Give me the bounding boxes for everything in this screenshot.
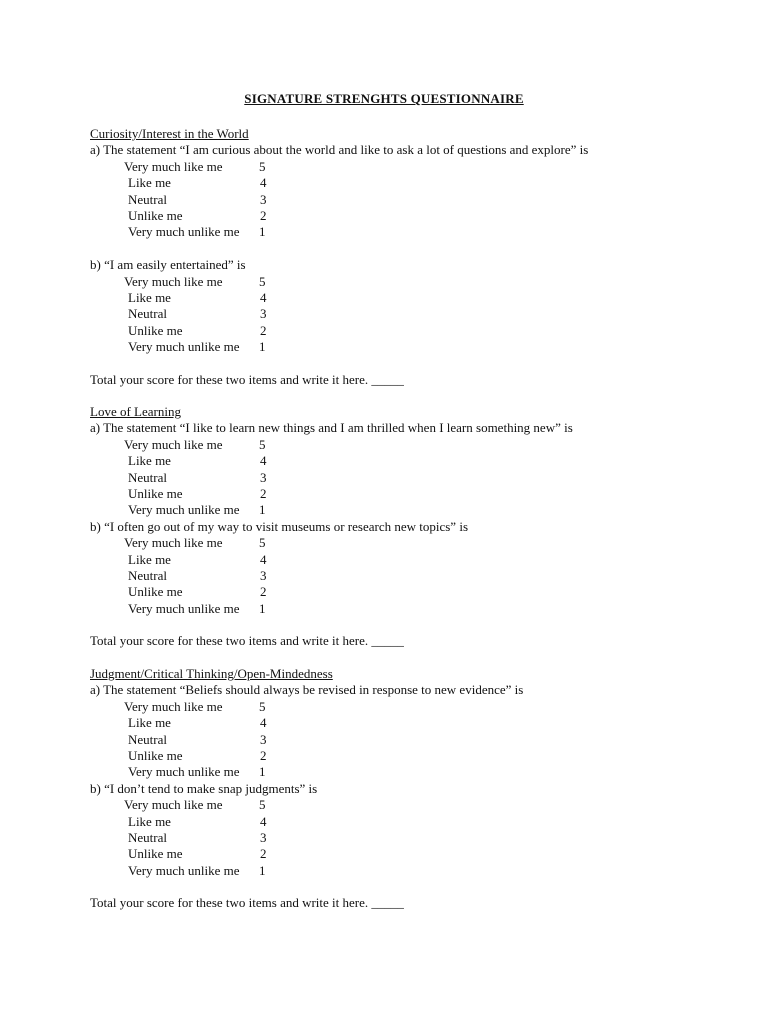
section-heading: Judgment/Critical Thinking/Open-Mindedness bbox=[90, 666, 333, 681]
option-value: 4 bbox=[260, 813, 267, 829]
option-value: 2 bbox=[260, 322, 267, 338]
option-row bbox=[90, 601, 730, 617]
option-label: Unlike me bbox=[128, 584, 183, 600]
option-value: 1 bbox=[259, 600, 266, 616]
question-prompt: a) The statement “Beliefs should always be revised in response to new evidence” is bbox=[90, 682, 524, 698]
question-prompt: b) “I often go out of my way to visit museums or research new topics” is bbox=[90, 518, 468, 534]
option-value: 5 bbox=[259, 273, 266, 289]
option-value: 5 bbox=[259, 797, 266, 813]
option-row bbox=[90, 863, 730, 879]
option-label: Neutral bbox=[128, 191, 167, 207]
option-label: Very much like me bbox=[124, 436, 223, 452]
option-label: Very much unlike me bbox=[128, 339, 240, 355]
option-label: Very much like me bbox=[124, 698, 223, 714]
option-label: Unlike me bbox=[128, 485, 183, 501]
option-row bbox=[90, 453, 730, 469]
option-label: Neutral bbox=[128, 567, 167, 583]
option-label: Very much like me bbox=[124, 273, 223, 289]
option-row bbox=[90, 535, 730, 551]
option-label: Like me bbox=[128, 551, 171, 567]
option-label: Very much unlike me bbox=[128, 600, 240, 616]
option-value: 3 bbox=[260, 731, 267, 747]
total-score-line: Total your score for these two items and write it here. _____ bbox=[90, 371, 404, 387]
option-row bbox=[90, 814, 730, 830]
option-value: 2 bbox=[260, 846, 267, 862]
option-label: Very much like me bbox=[124, 158, 223, 174]
option-row bbox=[90, 339, 730, 355]
option-label: Unlike me bbox=[128, 846, 183, 862]
document-title: SIGNATURE STRENGHTS QUESTIONNAIRE bbox=[244, 91, 524, 106]
section-judgment bbox=[90, 666, 730, 912]
option-label: Very much like me bbox=[124, 797, 223, 813]
question-prompt: b) “I don’t tend to make snap judgments” is bbox=[90, 780, 318, 796]
option-value: 1 bbox=[259, 764, 266, 780]
option-value: 1 bbox=[259, 502, 266, 518]
spacer bbox=[90, 241, 730, 257]
option-value: 4 bbox=[260, 289, 267, 305]
option-row bbox=[90, 502, 730, 518]
option-row bbox=[90, 486, 730, 502]
option-row bbox=[90, 699, 730, 715]
option-row bbox=[90, 159, 730, 175]
option-row bbox=[90, 748, 730, 764]
spacer bbox=[90, 879, 730, 895]
option-label: Very much like me bbox=[124, 535, 223, 551]
option-value: 3 bbox=[260, 191, 267, 207]
option-value: 4 bbox=[260, 715, 267, 731]
question-prompt: a) The statement “I like to learn new things and I am thrilled when I learn something new” is bbox=[90, 420, 573, 436]
option-label: Very much unlike me bbox=[128, 862, 240, 878]
option-value: 2 bbox=[260, 747, 267, 763]
option-row bbox=[90, 830, 730, 846]
option-row bbox=[90, 175, 730, 191]
question-prompt: b) “I am easily entertained” is bbox=[90, 257, 246, 273]
option-label: Very much unlike me bbox=[128, 502, 240, 518]
option-row bbox=[90, 306, 730, 322]
option-row bbox=[90, 208, 730, 224]
option-label: Neutral bbox=[128, 731, 167, 747]
question-prompt: a) The statement “I am curious about the world and like to ask a lot of questions and explore” is bbox=[90, 142, 589, 158]
option-value: 5 bbox=[259, 436, 266, 452]
total-score-line: Total your score for these two items and write it here. _____ bbox=[90, 895, 404, 911]
option-row bbox=[90, 437, 730, 453]
option-label: Very much unlike me bbox=[128, 764, 240, 780]
option-row bbox=[90, 192, 730, 208]
option-label: Neutral bbox=[128, 469, 167, 485]
option-label: Like me bbox=[128, 453, 171, 469]
option-value: 4 bbox=[260, 453, 267, 469]
option-row bbox=[90, 274, 730, 290]
option-value: 1 bbox=[259, 339, 266, 355]
option-row bbox=[90, 568, 730, 584]
option-row bbox=[90, 224, 730, 240]
option-value: 2 bbox=[260, 207, 267, 223]
total-score-line: Total your score for these two items and write it here. _____ bbox=[90, 633, 404, 649]
option-label: Unlike me bbox=[128, 747, 183, 763]
option-value: 5 bbox=[259, 158, 266, 174]
option-row bbox=[90, 715, 730, 731]
section-curiosity bbox=[90, 126, 730, 388]
option-label: Unlike me bbox=[128, 322, 183, 338]
option-value: 3 bbox=[260, 469, 267, 485]
option-value: 5 bbox=[259, 698, 266, 714]
option-row bbox=[90, 732, 730, 748]
spacer bbox=[90, 617, 730, 633]
option-value: 4 bbox=[260, 175, 267, 191]
option-value: 3 bbox=[260, 567, 267, 583]
option-label: Neutral bbox=[128, 829, 167, 845]
option-row bbox=[90, 584, 730, 600]
section-heading: Curiosity/Interest in the World bbox=[90, 126, 249, 141]
option-row bbox=[90, 290, 730, 306]
option-label: Like me bbox=[128, 813, 171, 829]
spacer bbox=[90, 355, 730, 371]
option-row bbox=[90, 846, 730, 862]
option-value: 4 bbox=[260, 551, 267, 567]
section-heading: Love of Learning bbox=[90, 404, 181, 419]
option-row bbox=[90, 470, 730, 486]
option-value: 3 bbox=[260, 306, 267, 322]
option-row bbox=[90, 323, 730, 339]
option-value: 2 bbox=[260, 485, 267, 501]
option-value: 1 bbox=[259, 862, 266, 878]
option-label: Like me bbox=[128, 715, 171, 731]
option-value: 2 bbox=[260, 584, 267, 600]
option-label: Unlike me bbox=[128, 207, 183, 223]
section-love-of-learning bbox=[90, 404, 730, 650]
option-label: Neutral bbox=[128, 306, 167, 322]
option-row bbox=[90, 764, 730, 780]
option-label: Like me bbox=[128, 175, 171, 191]
option-value: 1 bbox=[259, 224, 266, 240]
option-row bbox=[90, 552, 730, 568]
option-value: 5 bbox=[259, 535, 266, 551]
option-row bbox=[90, 797, 730, 813]
option-value: 3 bbox=[260, 829, 267, 845]
option-label: Like me bbox=[128, 289, 171, 305]
option-label: Very much unlike me bbox=[128, 224, 240, 240]
